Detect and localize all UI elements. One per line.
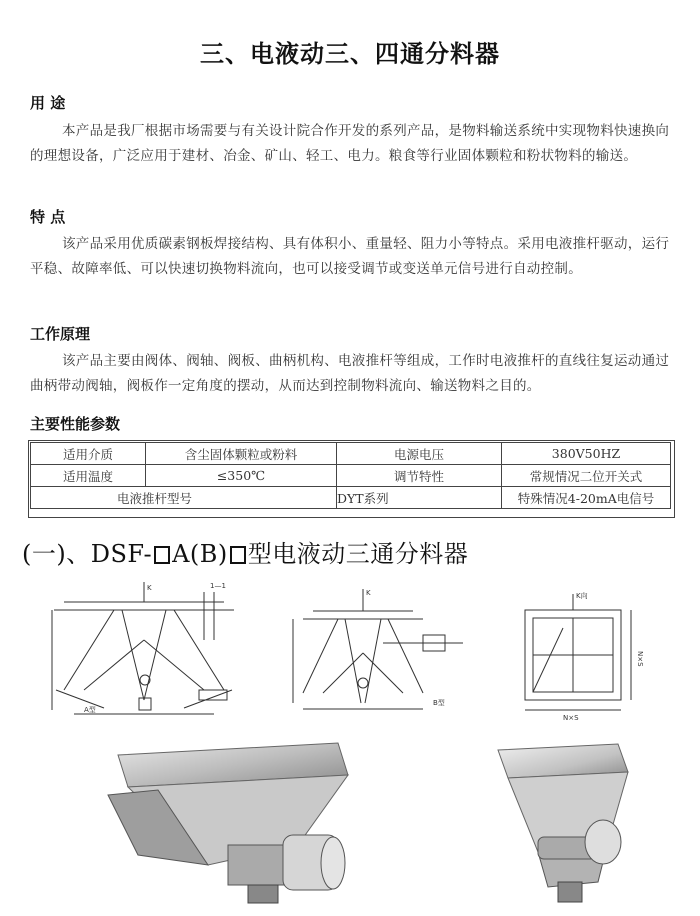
table-cell: 调节特性 <box>337 465 502 487</box>
table-cell: 电源电压 <box>337 443 502 465</box>
section-heading-principle: 工作原理 <box>30 325 91 343</box>
table-cell: 含尘固体颗粒或粉料 <box>146 443 337 465</box>
type-a-label: A型 <box>84 706 96 714</box>
features-text: 该产品采用优质碳素钢板焊接结构、具有体积小、重量轻、阻力小等特点。采用电液推杆驱动，运行平稳、故障率低、可以快速切换物料流向，也可以接受调节或变送单元信号进行自动控制。 <box>30 236 670 277</box>
table-cell: ≤350℃ <box>146 465 337 487</box>
k-marker: K <box>147 584 152 592</box>
diagram-k-view <box>513 588 653 722</box>
product-subtitle <box>22 534 468 569</box>
diagram-type-a <box>44 580 256 720</box>
type-b-label: B型 <box>433 699 445 707</box>
subtitle-suffix: 型电液动三通分料器 <box>247 540 469 568</box>
table-cell: 适用温度 <box>31 465 146 487</box>
section-heading-params: 主要性能参数 <box>30 415 121 433</box>
params-table <box>30 442 671 509</box>
table-cell: 特殊情况4-20mA电信号 <box>502 487 671 509</box>
table-cell: 电液推杆型号 <box>31 487 337 509</box>
ns-label-bottom: N×S <box>563 714 579 722</box>
k-marker: K <box>366 589 371 597</box>
blank-box-icon <box>230 546 246 564</box>
section-heading-usage: 用 途 <box>30 94 66 112</box>
table-cell: 常规情况二位开关式 <box>502 465 671 487</box>
table-cell: 适用介质 <box>31 443 146 465</box>
ns-label-side: N×S <box>636 651 644 667</box>
table-row <box>31 487 671 509</box>
product-photo-left <box>98 735 358 910</box>
diagram-type-b <box>283 583 473 717</box>
blank-box-icon <box>154 546 170 564</box>
usage-text: 本产品是我厂根据市场需要与有关设计院合作开发的系列产品，是物料输送系统中实现物料快速换向的理想设备，广泛应用于建材、冶金、矿山、轻工、电力。粮食等行业固体颗粒和粉状物料的输送。 <box>30 123 670 164</box>
subtitle-mid: A(B) <box>172 540 228 568</box>
page-title: 三、电液动三、四通分料器 <box>200 40 500 68</box>
subtitle-prefix: (一)、DSF- <box>22 540 153 568</box>
principle-text: 该产品主要由阀体、阀轴、阀板、曲柄机构、电液推杆等组成，工作时电液推杆的直线往复运动通过曲柄带动阀轴，阀板作一定角度的摆动，从而达到控制物料流向、输送物料之目的。 <box>30 353 670 394</box>
table-cell: DYT系列 <box>337 487 502 509</box>
table-row <box>31 465 671 487</box>
table-cell: 380V50HZ <box>502 443 671 465</box>
section-heading-features: 特 点 <box>30 208 66 226</box>
table-row <box>31 443 671 465</box>
k-view-label: K向 <box>576 592 588 600</box>
section-1-1-label: 1—1 <box>210 582 226 590</box>
product-photo-right <box>478 742 658 912</box>
